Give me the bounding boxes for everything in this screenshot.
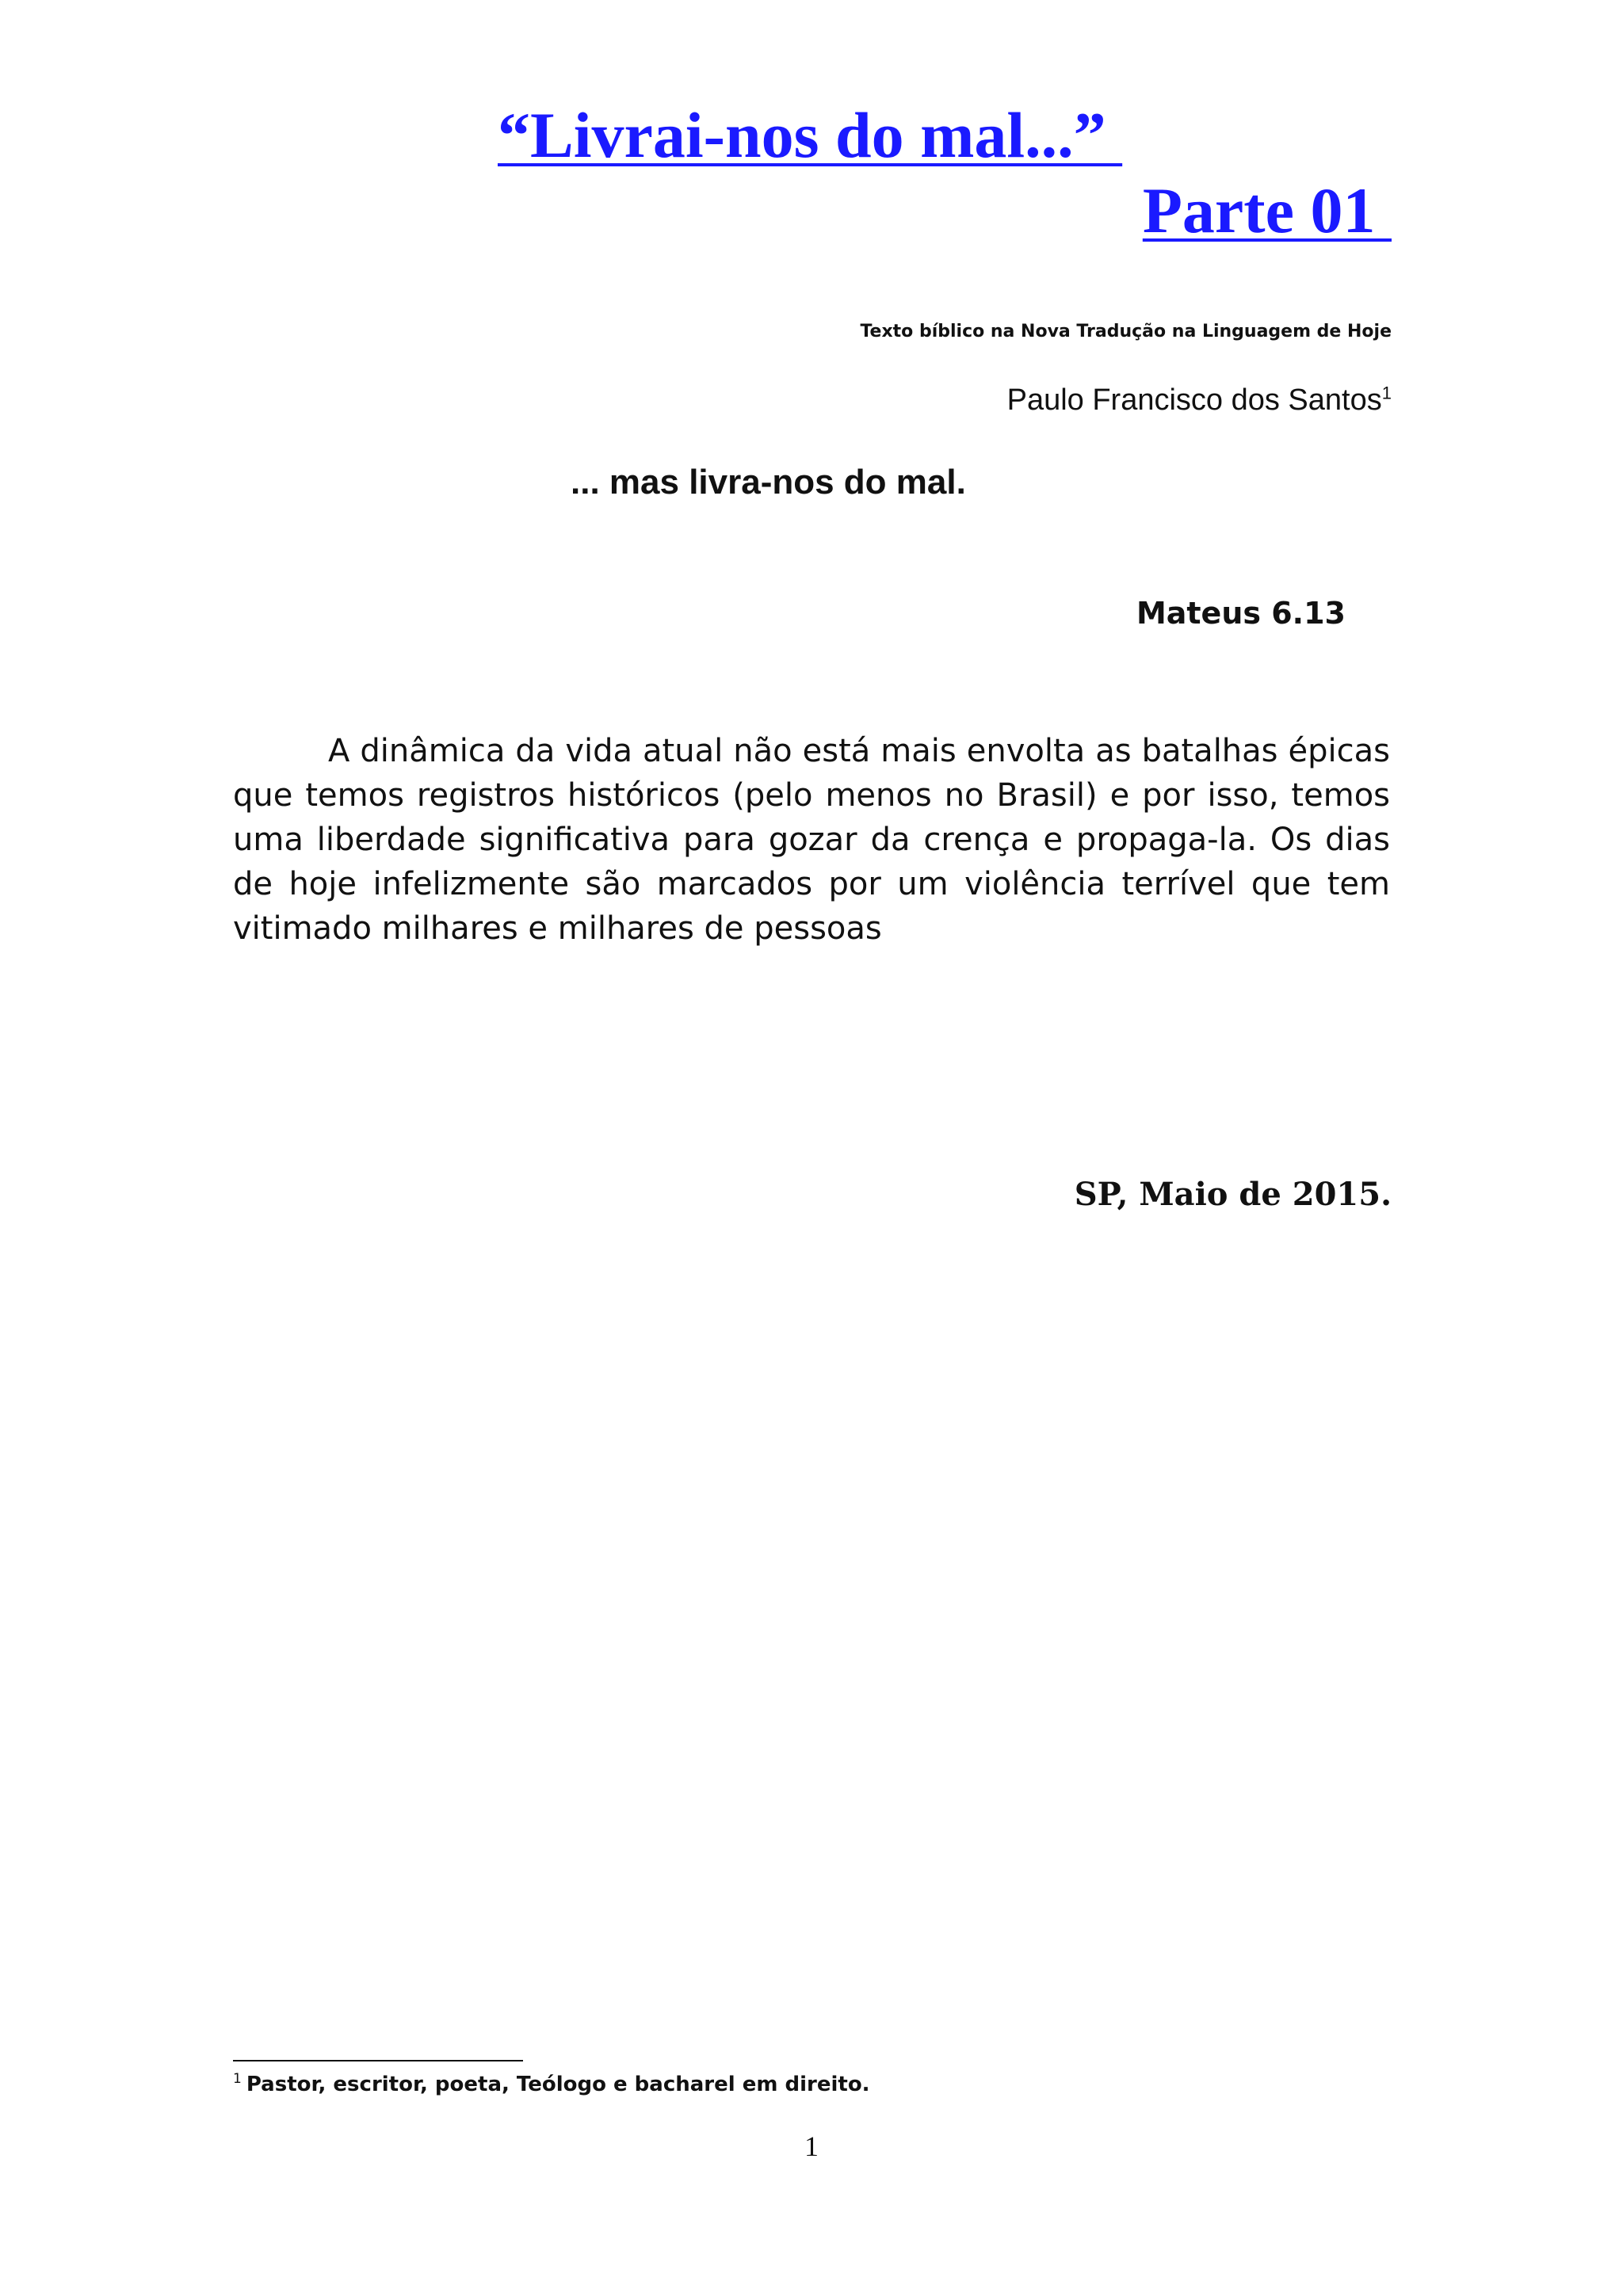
title-line-2: Parte 01 — [1142, 174, 1392, 246]
title-line-1: “Livrai-nos do mal...” — [498, 99, 1123, 171]
footnote — [233, 2073, 870, 2096]
bible-reference: Mateus 6.13 — [1136, 596, 1346, 631]
author-footnote-marker: 1 — [1381, 383, 1392, 403]
page-number: 1 — [804, 2130, 819, 2162]
footnote-text: Pastor, escritor, poeta, Teólogo e bacharel em direito. — [246, 2073, 870, 2096]
place-date-signature: SP, Maio de 2015. — [1074, 1176, 1392, 1213]
footnote-marker: 1 — [233, 2071, 242, 2088]
author-line — [1007, 383, 1392, 418]
author-name: Paulo Francisco dos Santos — [1006, 383, 1382, 417]
body-paragraph: A dinâmica da vida atual não está mais envolta as batalhas épicas que temos registros históricos (pelo menos no Brasil) e por isso, temos uma liberdade significativa para gozar da crença e propaga-la. Os dias de hoje infelizmente são marcados por um violência terrível que tem vitimado milhares e milhares de pessoas — [233, 733, 1390, 947]
bible-translation-note: Texto bíblico na Nova Tradução na Linguagem de Hoje — [860, 322, 1392, 341]
footnote-separator — [233, 2060, 523, 2061]
bible-verse: ... mas livra-nos do mal. — [571, 463, 966, 502]
